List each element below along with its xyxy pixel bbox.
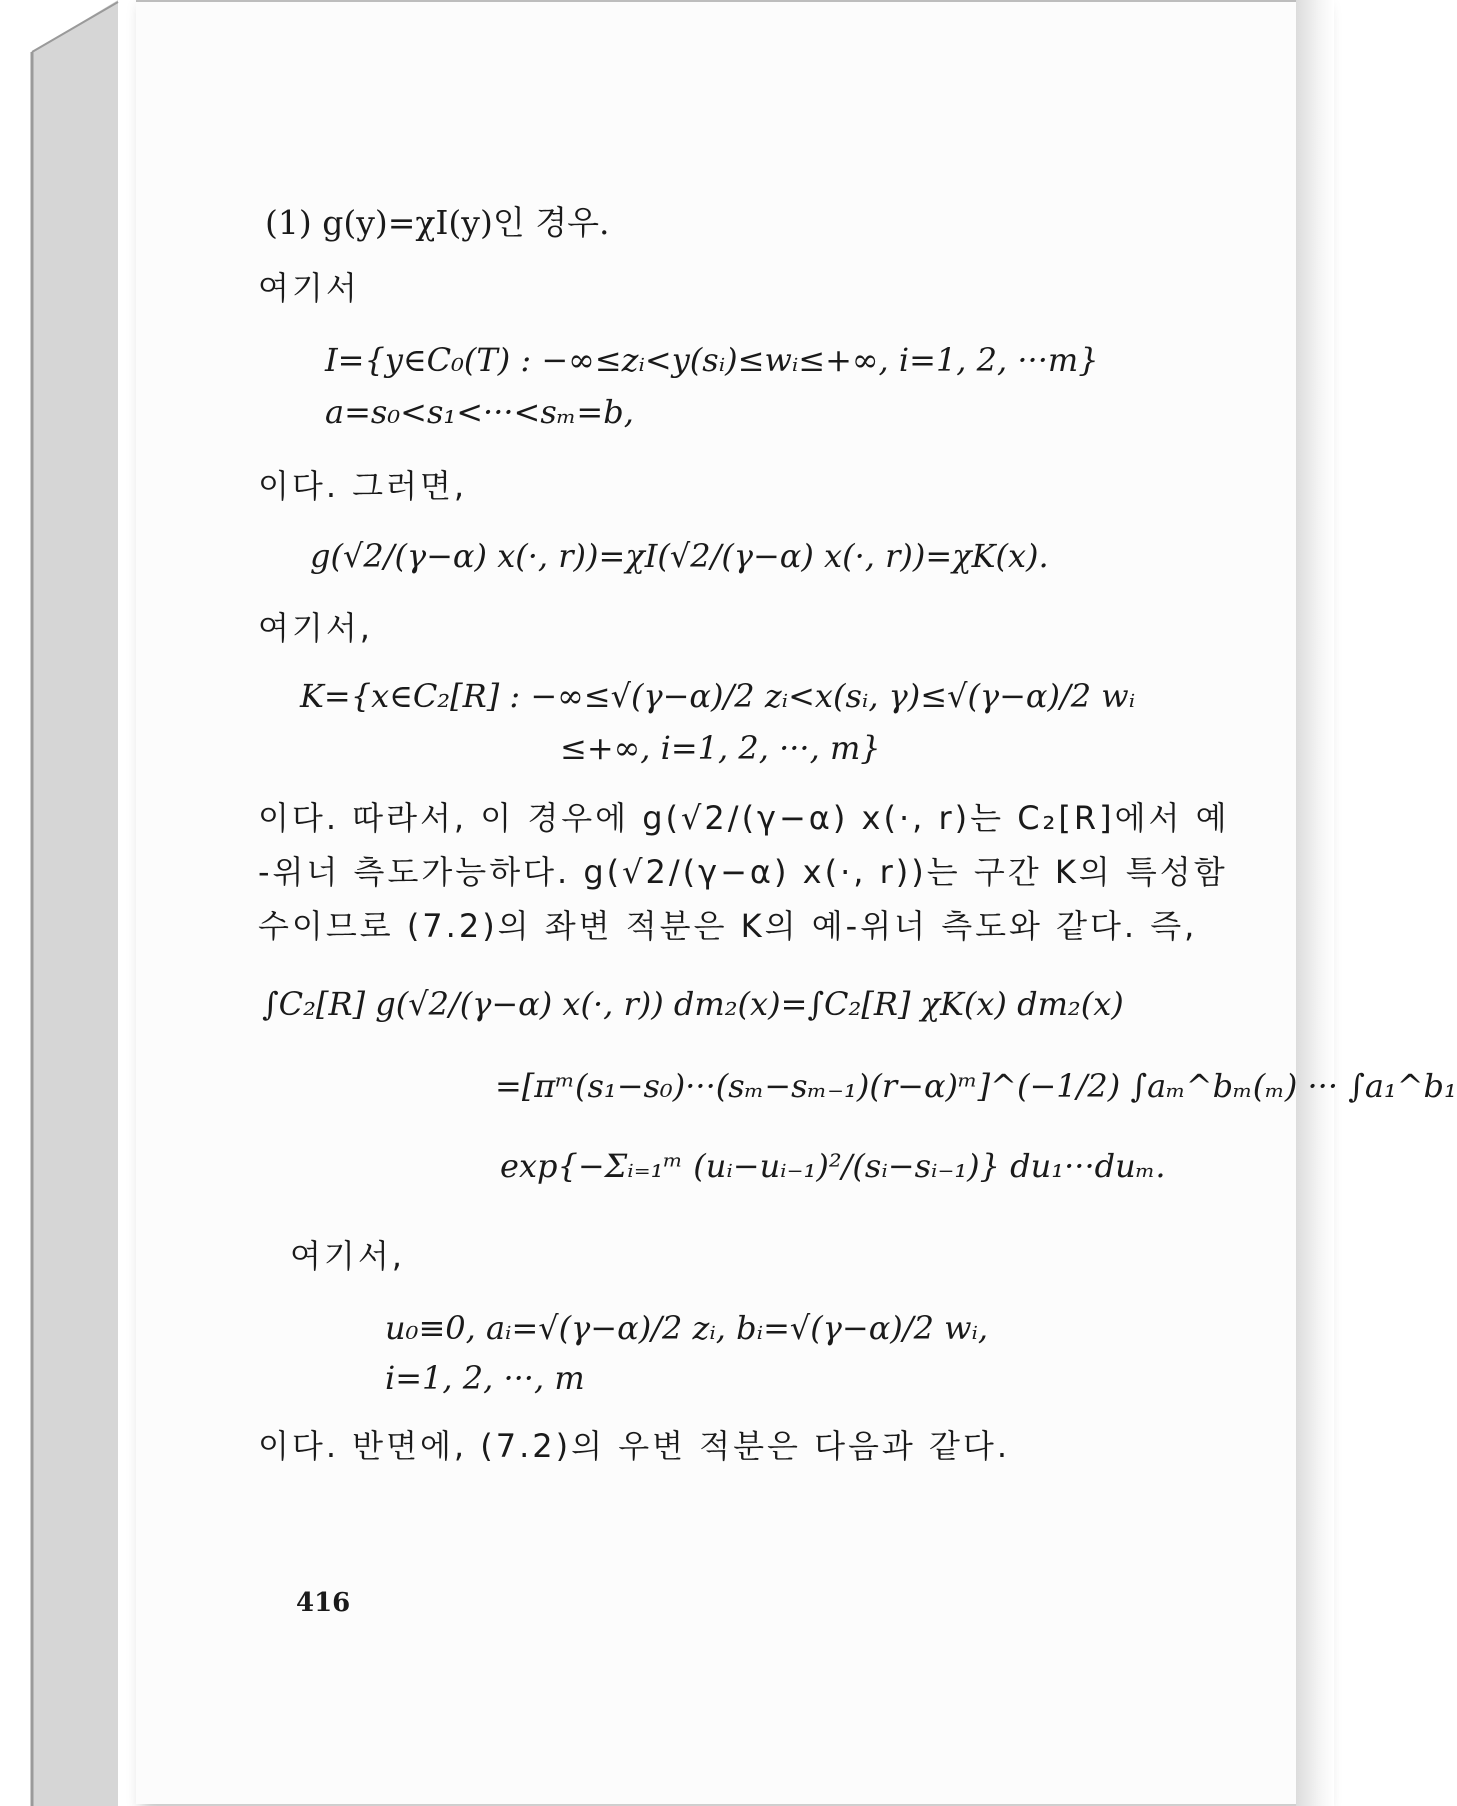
paragraph-line-3: 수이므로 (7.2)의 좌변 적분은 K의 예-위너 측도와 같다. 즉, <box>258 907 1198 945</box>
book-spine <box>0 0 140 1806</box>
paragraph-line-2: -위너 측도가능하다. g(√2/(γ−α) x(·, r))는 구간 K의 특성함 <box>258 853 1228 891</box>
where-label-2: 여기서, <box>258 609 373 647</box>
g-equation: g(√2/(γ−α) x(·, r))=χI(√2/(γ−α) x(·, r))=χK(x). <box>310 537 1049 575</box>
case-heading: (1) g(y)=χI(y)인 경우. <box>265 203 610 242</box>
set-i-formula: I={y∈C₀(T) : −∞≤zᵢ<y(sᵢ)≤wᵢ≤+∞, i=1, 2, ···m} <box>325 341 1099 379</box>
definitions-line-2: i=1, 2, ···, m <box>385 1359 585 1397</box>
set-k-formula-line1: K={x∈C₂[R] : −∞≤√(γ−α)/2 zᵢ<x(sᵢ, γ)≤√(γ−α)/2 wᵢ <box>300 677 1136 715</box>
page-number: 416 <box>296 1588 351 1618</box>
set-k-formula-line2: ≤+∞, i=1, 2, ···, m} <box>560 729 881 767</box>
integral-line-2: =[πᵐ(s₁−s₀)···(sₘ−sₘ₋₁)(r−α)ᵐ]^(−1/2) ∫aₘ^bₘ(ₘ) ··· ∫a₁^b₁ <box>495 1067 1457 1105</box>
integral-line-1: ∫C₂[R] g(√2/(γ−α) x(·, r)) dm₂(x)=∫C₂[R] χK(x) dm₂(x) <box>262 985 1124 1023</box>
paragraph-line-1: 이다. 따라서, 이 경우에 g(√2/(γ−α) x(·, r)는 C₂[R]에서 예 <box>258 799 1230 837</box>
partition-formula: a=s₀<s₁<···<sₘ=b, <box>325 393 634 431</box>
then-label: 이다. 그러면, <box>258 467 468 505</box>
closing-sentence: 이다. 반면에, (7.2)의 우변 적분은 다음과 같다. <box>258 1427 1010 1465</box>
where-label-3: 여기서, <box>290 1237 405 1275</box>
definitions-line-1: u₀≡0, aᵢ=√(γ−α)/2 zᵢ, bᵢ=√(γ−α)/2 wᵢ, <box>385 1309 989 1347</box>
where-label-1: 여기서 <box>258 269 360 307</box>
integral-line-3: exp{−Σᵢ₌₁ᵐ (uᵢ−uᵢ₋₁)²/(sᵢ−sᵢ₋₁)} du₁···duₘ. <box>500 1147 1166 1185</box>
page-edge <box>1296 0 1334 1806</box>
